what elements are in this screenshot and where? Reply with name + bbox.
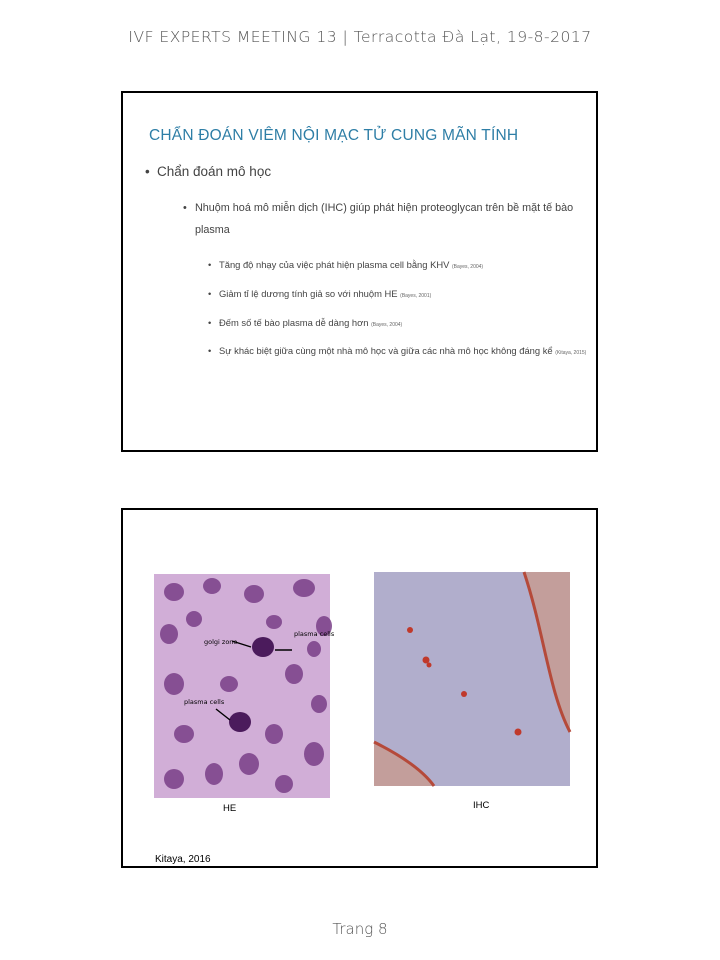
citation: (Bayes, 2004) — [371, 322, 403, 328]
citation: (Kitaya, 2015) — [555, 350, 587, 356]
source-citation: Kitaya, 2016 — [155, 854, 211, 865]
page-number: Trang 8 — [332, 920, 388, 938]
label-golgi-zone: golgi zone — [204, 638, 238, 646]
label-plasma-cells: plasma cells — [184, 698, 225, 706]
caption-ihc: IHC — [473, 800, 490, 811]
bullet-level3: • Tăng độ nhạy của việc phát hiện plasma cell bằng KHV (Bayes, 2004) — [208, 259, 484, 270]
bullet-level3: • Sự khác biệt giữa cùng một nhà mô học và giữa các nhà mô học không đáng kể (Kitaya, 2015) — [208, 345, 587, 356]
bullet-level2: • Nhuộm hoá mô miễn dịch (IHC) giúp phát hiện proteoglycan trên bề mặt tế bào plasma — [183, 202, 574, 236]
slide-title: CHẨN ĐOÁN VIÊM NỘI MẠC TỬ CUNG MÃN TÍNH — [149, 127, 519, 144]
citation: (Bayes, 2004) — [451, 264, 484, 270]
bullet-level1: • Chẩn đoán mô học — [145, 164, 272, 179]
slide-text — [121, 91, 598, 452]
label-plasma-cells: plasma cells — [294, 630, 335, 638]
citation: (Bayes, 2001) — [400, 293, 432, 299]
bullet-level3: • Đếm số tế bào plasma dễ dàng hơn (Bayes, 2004) — [208, 317, 403, 328]
page-header: IVF EXPERTS MEETING 13 | Terracotta Đà Lạt, 19-8-2017 — [128, 28, 592, 46]
he-stain-micrograph — [154, 574, 335, 798]
ihc-stain-micrograph — [374, 572, 570, 786]
slide-images — [121, 508, 598, 868]
bullet-level3: • Giảm tỉ lệ dương tính giả so với nhuộm HE (Bayes, 2001) — [208, 288, 432, 299]
caption-he: HE — [223, 803, 237, 814]
